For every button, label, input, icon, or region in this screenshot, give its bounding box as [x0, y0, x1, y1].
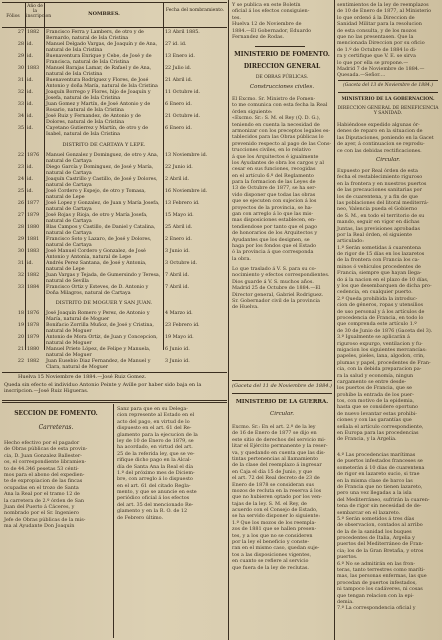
circular-title-guerra: Circular.: [269, 411, 295, 417]
table-row: 18 1876 José Joaquín Romero y Perez, de Antonio y María, natural de Moguer 4 Marzo id.: [17, 311, 193, 323]
publication-note: Y se publica en este Boletín oficial á los efectos consiguien- tes. Huelva 12 de Noviembre de 1884.—El Gobernador, Eduardo Fernandez de Rodas.: [232, 2, 312, 40]
rows-cartaya: [0, 153, 228, 299]
table-row: 19 1878 Bonifacio Zorrilla Muñoz, de José y Cristina, natural de Moguer 23 Febrero id.: [17, 323, 200, 335]
table-row: 31 id. Buenaventura Rodriguez y Flores, de José Antonio y doña María, natural de Isla Cristina 21 Abril id.: [17, 78, 193, 90]
table-row: 31 id. Andrés Perez Santana, de José y Antonia, natural de Lepe 3 Octubre id.: [17, 261, 198, 273]
circular-title-sanidad: Circular.: [375, 157, 401, 163]
table-row: 27 1879 José Rojas y Rioja, de otro y María Josefa, natural de Cartaya 15 Mayo id.: [17, 213, 194, 225]
circular-sanidad-text: Expuesto por Real órden de esta fecha el restablecimiento riguroso en la frontera y en nuestros puertos de las precauciones sanitarias por los de cuarentena, y a fin de que las poblaciones del litoral mediterrá- neo, Valencia pueda el Gobierno de S. M., en todo el territorio de su mando, seguir en vigor en dichas Juntas, las previsiones aprobadas por la Real órden, el siguiente articulado: 1.º Serán sometidas á cuarentena de rigor de 15 días en los lazaretos de la frontera con Francia los ca- minos ó vehículos procedentes de Francia, siempre que hayan llega- do á la nacion en el plazo de 10 días, y los que desembarquen de dicha pro- cedencia, en cualquier puerto. 2.º Queda prohibida la introduc- cion de géneros, ropas y utensilios de uso personal y á los artículos de procedencia de Francia, en todo lo que comprenda este artículo 1.º de 30 de Junio de 1876 (Gaceta del 3). 3.º Igualmente se aplicarán á riguroso expurgo, ventilacion y fu- migacion los siguientes mercancías: papeles, pieles, lana, algodon, crin, plumas y papel, procedentes de Fran- cia, con la debida preparacion pa- ra la salud y economía, ningun cargamento se entre desde- los puertos de Francia, que se prohibe la entrada de los puer- tos, con motivo de la epidemia, hasta que se considere oportuno de nuevo levantar estas prohibi- ciones y con las garantías que señala el artículo correspondiente, en Europa para las procedencias de Francia, y la Argelia.: [337, 168, 433, 443]
header-folios: Fólios: [6, 14, 20, 19]
table-date-signature: Huelva 15 Noviembre de 1884.—José Ruiz Gomez.: [18, 374, 147, 380]
district-title-cartaya: DISTRITO DE CARTAYA Y LEPE.: [62, 142, 146, 148]
ministerio-gobernacion-title: MINISTERIO DE LA GOBERNACION.: [341, 97, 435, 102]
carreteras-text-col2: Sanz para que en su Delega- cion represente al Estado en el acto del pago, en virtud de lo dispuesto en el art. 61 del Re- glamento para la ejecucion de la ley de 10 de Enero de 1879, se ha acordado, en virtud del art. 25 de la referida ley, que se ve- rifique dicho pago en la Alcal- día de Santa Ana la Real el día 1.º del próximo mes de Diciem- bre, con arreglo á lo dispuesto en el art. 61 del citado Regla- mento, y que se anuncie en este periódico oficial á los efectos del art. 35 del mencionado Re- glamento y en la R. O. de 12 de Febrero último.: [117, 406, 198, 521]
direccion-general-title: DIRECCION GENERAL: [243, 63, 321, 70]
table-row: 35 id. Cayetano Gutierrez y Martín, de otro y de Isabel, natural de Isla Cristina 6 Enero id.: [17, 126, 192, 138]
header-year: Año de la inscripcion: [26, 4, 52, 20]
table-row: 29 1881 Francisco Soto y Lazaro, de José y Dolores, natural de Cartaya 2 Enero id.: [17, 237, 192, 249]
table-row: 22 1876 Manuel Gonzalez y Dominguez, de otro y Ana, natural de Cartaya 13 Noviembre id.: [17, 153, 208, 165]
ministerio-guerra-title: MINISTERIO DE LA GUERRA.: [235, 399, 329, 405]
header-names: NOMBRES.: [88, 11, 120, 17]
table-row: 30 1883 José Manuel Cordero y Gonzalez, de José Antonio y Antonia, natural de Lepe 3 Junio id.: [17, 249, 190, 261]
subsection-title-carreteras: Carreteras.: [38, 424, 74, 431]
real-orden-text: El Excmo. Sr. Ministro de Fomen- to me comunica con esta fecha la Real órden siguiente: «Excmo. Sr.: S. M. el Rey (Q. D. G.), teniendo en cuenta la necesidad de armonizar con los preceptos legales es- tablecidos para las Obras públicas lo prevenido respecto al pago de las Cons- trucciones civiles, en lo relativo á que los Arquitectos é igualmente los Ayudantes de obra los cargos y al cesar en sus funciones, recogidas en el artículo 6.º del Reglamento para la formacion de las Leyes de 13 de Octubre de 1877, se ha ser- vido disponer que todas las obras que se ejecuten con sujecion á los proyectos de la provincia, se ha- gan con arreglo á lo que las mis- mas disposiciones establecen, en- tendiendose por tanto que el pago de honorarios de los Arquitectos y Ayudantes que los designen, se haga por los fondos que el Estado ó la provincia á que corresponda la obra.: [232, 96, 332, 262]
ministerio-fomento-title: MINISTERIO DE FOMENTO.: [234, 51, 330, 58]
table-row: 33 1884 Francisco Ortiz y Esteves, de D. Antonio y Doña Milagros, natural de Cartaya 7 Abril id.: [17, 285, 190, 297]
obras-publicas-title: DE OBRAS PÚBLICAS.: [255, 75, 309, 80]
table-row: 27 1882 Francisco Ferra y Lambers, de otro y de Bernardo, natural de Isla Cristina 13 Abril 1885.: [17, 30, 200, 42]
table-row: 20 1879 Antonio de Mora Ortiz, de Juan y Concepcion, natural de Moguer 19 Mayo id.: [17, 335, 194, 347]
table-row: 32 id. Joaquín Borrego y Flores, hijo de Joaquín y Josefa, natural de Isla Cristina 11 Octubre id.: [17, 90, 201, 102]
real-orden-signature: Lo que traslado á V. S. para su co- nocimiento y efectos correspondientes. Dios guarde á V. S. muchos años. Madrid 25 de Octubre de 1884.—El Director general, Gabriel Rodriguez. Sr. Gobernador civil de la provincia de Huelva.: [232, 266, 330, 311]
table-row: 25 id. José Cordero y Espejo, de otro y Tomasa, natural de Lepe 16 Noviembre id.: [17, 189, 208, 201]
header-date: Fecha del nombramiento.: [165, 8, 225, 13]
table-row: 29 id. Buenaventura Enrique y Cebe, de José y de Francisca, natural de Isla Cristina 13 Enero id.: [17, 54, 195, 66]
table-row: 34 id. José Ruiz y Fernandez, de Antonio y de Dolores, natural de Isla Cristina 21 Octubre id.: [17, 114, 201, 126]
table-row: 28 1880 Blas Campos y Castillo, de Daniel y Catalina, natural de Cartaya 25 Abril id.: [17, 225, 193, 237]
table-row: 26 1877 José Lopez y Gonzalez, de Juan y María Josefa, natural de Cartaya 13 Febrero id.: [17, 201, 200, 213]
table-row: 30 1883 Manuel Barajas Lamar, de Rafael y de Ana, natural de Isla Cristina 22 Julio id.: [17, 66, 192, 78]
table-row: 24 id. Joaquín Castrillo y Castillo, de José y Dolores, natural de Cartaya 2 Abril id.: [17, 177, 190, 189]
direccion-beneficencia-title: DIRECCION GENERAL DE BENEFICENCIA Y SANIDAD.: [337, 106, 439, 117]
section-title-fomento: SECCION DE FOMENTO.: [14, 410, 98, 417]
table-row: 33 id. Juan Gomez y Martín, de José Antonio y de Rosario, natural de Isla Cristina 6 Enero id.: [17, 102, 192, 114]
district-title-moguer: DISTRITO DE MOGUER Y SAN JUAN.: [55, 300, 153, 306]
far-top-text: sentimientos de la ley de reemplazos de 10 de Enero de 1877, al Ministerio lo que ordenó á la Direccion de Sanidad Militar para la resolucion de esta consulta, y de los mozos que no las presentasen. Que la mencionada Direccion por su oficio de 1.º de Octubre de 1884 lo di- ra y certifique que V. E. se sirva lo que por ella se propone.— Madrid 7 de Noviembre de 1884.— Quesada.—Señor....: [337, 2, 432, 79]
rows-isla-cristina: [0, 30, 228, 140]
circular-guerra-text: Excmo. Sr.: En el art. 2.º de la ley de 16 de Enero de 1877 se dijo en este sitio de derechos del servicio mi- litar el Ejército permanente y la reser- va, y quedando en cuenta que las dis- tintas pertenencias al llamamiento de la clase del reemplazo á ingresar en Caja el día 15 de Junio, y que el art. 72 del Real decreto de 23 de Enero de 1878 se consideran sus mozos de recluta en la reserva á los que no hubieren optado por los ven- tajas de la ley. S. M. el Rey, de acuerdo con el Consejo de Estado, se ha servido disponer lo siguiente: 1.º Que los mozos de los reempla- zos de 1881 que se hallen presen- tes, y a los que no se consideren por la ley el beneficio y conste- ran en el mismo caso, quedan suje- tos a las disposiciones vigentes, en cuanto se refiere al servicio que fuera de la ley de reclutas.: [232, 424, 328, 571]
table-annulment-note: Queda sin efecto el individuo Antonio Peinte y Aville por haber sido baja en la inscripcion.—José Ruiz Higueras.: [4, 382, 202, 394]
far-intro-text: Habiéndose expedido algunas ór- denes de reparo en la situacion de las Diputaciones, poniendo en la Gacet de ayer, á continuacion se reprodu- ce con las debidas rectificaciones.: [337, 122, 434, 154]
construcciones-civiles-title: Construcciones civiles.: [249, 84, 315, 90]
gaceta-note-11: (Gaceta del 11 de Noviembre de 1884.): [232, 383, 332, 389]
table-row: 28 id. Manuel Delgado Vargas, de Joaquín y de Ana, natural de Isla Cristina 27 id. id.: [17, 42, 187, 54]
table-row: 23 id. Diego García y Dominguez, de José y María, natural de Cartaya 22 Junio id.: [17, 165, 193, 177]
table-row: 32 1882 Juan Vargas y Tejada, de Gumersindo y Teresa, natural de Sevilla 7 Abril id.: [17, 273, 190, 285]
table-row: 21 1880 Manuel Prieto López, de Felipe y Manuela, natural de Moguer 6 Junio id.: [17, 347, 190, 359]
rows-moguer: [0, 311, 228, 373]
circular-sanidad-text-cont: 4.º Las procedencias marítimas de puertos infestados franceses se someterán á 10 días de cuarentena de rigor en lazareto sucio, si trae en la misma clase de barco las de Francia que no tienen lazareto, pero una vez llegadas a la isla del Mediterráneo, sufrirán la cuaren- tena de rigor sin necesidad de de- sembarcar en el lazareto. 5.º Serán sometidos á tres días de observacion, contados al arribo de la de la sanidad los buques procedentes de Italia, Argelia y puertos del Mediterráneo de Fran- cia; los de la Gran Bretaña, y otros puertos. 6.º No se admitirán en las fron- teras, tanto terrestres como maríti- mas, las personas enfermas, las que procedan de puertos infestados, ni tampoco los cadáveres, ni cosas que tengan relacion con la epi- demia. 7.º La correspondencia oficial y: [337, 452, 430, 612]
gaceta-note-13: (Gaceta del 13 de Noviembre de 1884.): [343, 83, 433, 88]
carreteras-text-col1: Hecho efectivo por el pagador de Obras públicas de esta provin- cia, D. Juan Gonzalez Ballester- os, el correspondiente libramien- to de 44.346 pesetas 53 cénti- mos para el abono del expedien- te de expropiacion de las fincas ocupadas en el trozo de Santa Ana la Real por el tramo 12 de la carretera de 2.º órden de San Juan del Puerto á Cáceres, y nombrado por el Sr. Ingeniero Jefe de Obras públicas de la mis- ma al Ayudante Don Joaquín: [4, 440, 88, 530]
table-row: 22 1882 Juan Eusebio Diaz Fernandez, de Manuel y Clara, natural de Moguer 3 Junio id.: [17, 359, 190, 371]
